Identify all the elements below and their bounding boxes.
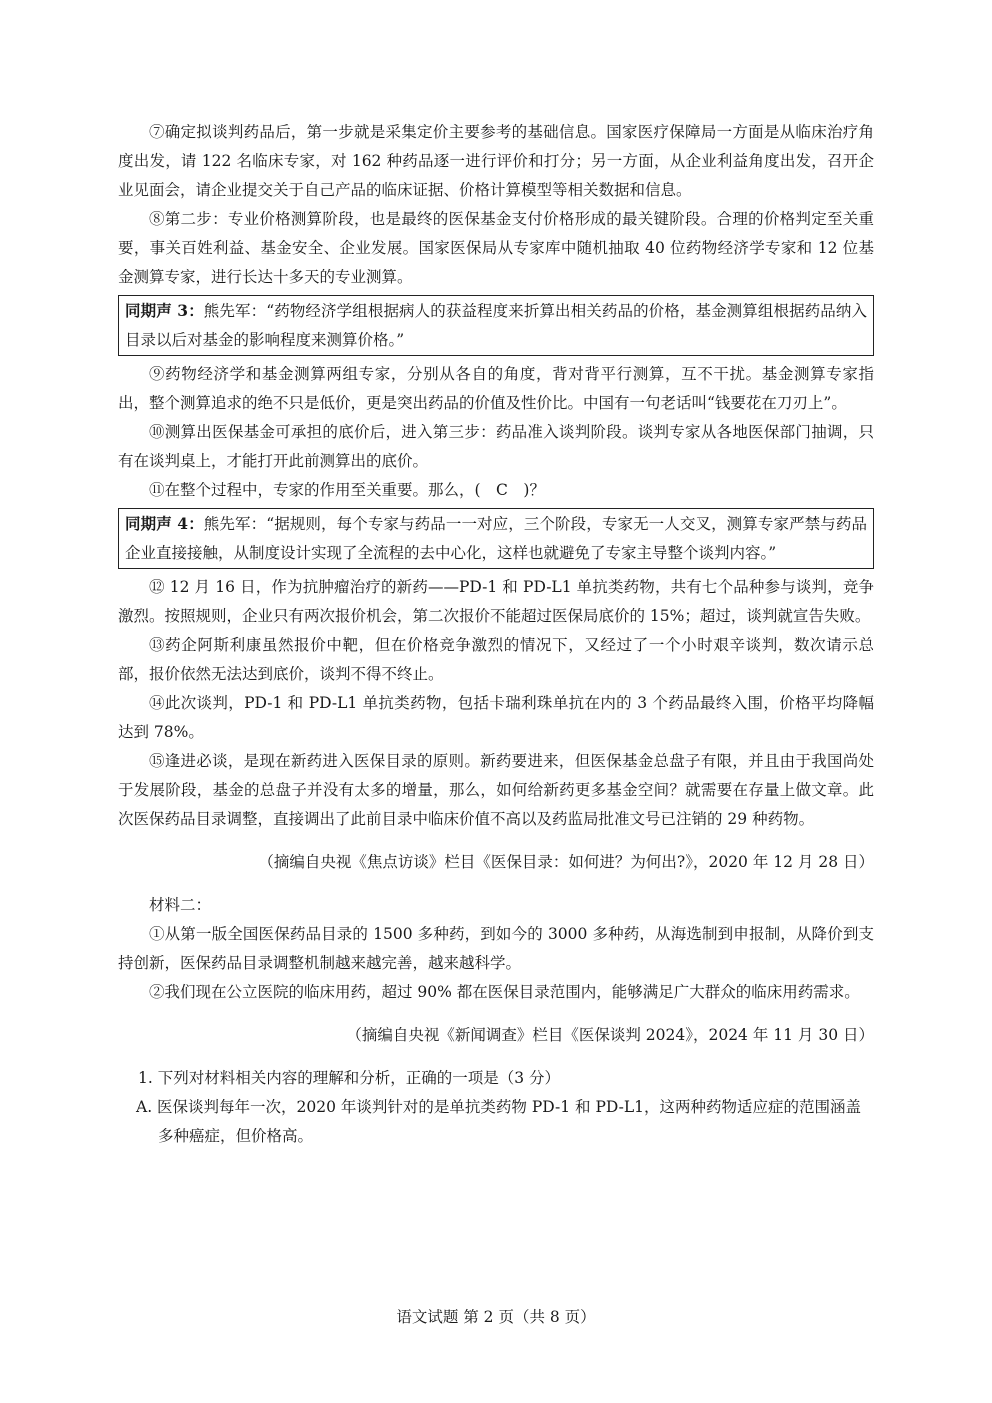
question-1-stem: 1. 下列对材料相关内容的理解和分析，正确的一项是（3 分） bbox=[138, 1069, 561, 1087]
sound-bite-label: 同期声 3： bbox=[125, 301, 204, 320]
paragraph-12: ⑫ 12 月 16 日，作为抗肿瘤治疗的新药——PD-1 和 PD-L1 单抗类药物，共有七个品种参与谈判，竞争激烈。按照规则，企业只有两次报价机会，第二次报价不能超过医保局底价的 15%；超过，谈判就宣告失败。 bbox=[118, 578, 874, 625]
paragraph-9: ⑨药物经济学和基金测算两组专家，分别从各自的角度，背对背平行测算，互不干扰。基金测算专家指出，整个测算追求的绝不只是低价，更是突出药品的价值及性价比。中国有一句老话叫“钱要花在刀刃上”。 bbox=[118, 365, 874, 412]
sound-bite-text: 熊先军：“据规则，每个专家与药品一一对应，三个阶段，专家无一人交叉，测算专家严禁与药品企业直接接触，从制度设计实现了全流程的去中心化，这样也就避免了专家主导整个谈判内容。” bbox=[125, 515, 867, 562]
material-2-paragraph-2: ②我们现在公立医院的临床用药，超过 90% 都在医保目录范围内，能够满足广大群众的临床用药需求。 bbox=[149, 983, 860, 1001]
sound-bite-box-4 bbox=[118, 508, 874, 569]
paragraph-14: ⑭此次谈判，PD-1 和 PD-L1 单抗类药物，包括卡瑞利珠单抗在内的 3 个药品最终入围，价格平均降幅达到 78%。 bbox=[118, 694, 874, 741]
paragraph-8: ⑧第二步：专业价格测算阶段，也是最终的医保基金支付价格形成的最关键阶段。合理的价格判定至关重要，事关百姓利益、基金安全、企业发展。国家医保局从专家库中随机抽取 40 位药物经济学专家和 12 位基金测算专家，进行长达十多天的专业测算。 bbox=[118, 210, 874, 286]
paragraph-10: ⑩测算出医保基金可承担的底价后，进入第三步：药品准入谈判阶段。谈判专家从各地医保部门抽调，只有在谈判桌上，才能打开此前测算出的底价。 bbox=[118, 423, 874, 470]
paragraph-7: ⑦确定拟谈判药品后，第一步就是采集定价主要参考的基础信息。国家医疗保障局一方面是从临床治疗角度出发，请 122 名临床专家，对 162 种药品逐一进行评价和打分；另一方面，从企业利益角度出发，召开企业见面会，请企业提交关于自己产品的临床证据、价格计算模型等相关数据和信息。 bbox=[118, 123, 874, 199]
page-footer: 语文试题 第 2 页（共 8 页） bbox=[396, 1308, 596, 1326]
sound-bite-text: 熊先军：“药物经济学组根据病人的获益程度来折算出相关药品的价格，基金测算组根据药品纳入目录以后对基金的影响程度来测算价格。” bbox=[125, 302, 867, 349]
paragraph-11: ⑪在整个过程中，专家的作用至关重要。那么，( C )？ bbox=[149, 481, 545, 499]
page-body bbox=[118, 118, 874, 1151]
material-2-label: 材料二： bbox=[149, 896, 212, 914]
paragraph-15: ⑮逢进必谈，是现在新药进入医保目录的原则。新药要进来，但医保基金总盘子有限，并且由于我国尚处于发展阶段，基金的总盘子并没有太多的增量，那么，如何给新药更多基金空间？就需要在存量上做文章。此次医保药品目录调整，直接调出了此前目录中临床价值不高以及药监局批准文号已注销的 29 种药物。 bbox=[118, 752, 874, 828]
source-citation-2: （摘编自央视《新闻调查》栏目《医保谈判 2024》，2024 年 11 月 30 日） bbox=[346, 1026, 874, 1044]
paragraph-13: ⑬药企阿斯利康虽然报价中靶，但在价格竞争激烈的情况下，又经过了一个小时艰辛谈判，数次请示总部，报价依然无法达到底价，谈判不得不终止。 bbox=[118, 636, 874, 683]
source-citation-1: （摘编自央视《焦点访谈》栏目《医保目录：如何进？为何出?》，2020 年 12 月 28 日） bbox=[258, 853, 874, 871]
sound-bite-label: 同期声 4： bbox=[125, 514, 204, 533]
sound-bite-box-3 bbox=[118, 295, 874, 356]
question-1-option-a: A. 医保谈判每年一次，2020 年谈判针对的是单抗类药物 PD-1 和 PD-L1，这两种药物适应症的范围涵盖多种癌症，但价格高。 bbox=[136, 1098, 861, 1145]
material-2-paragraph-1: ①从第一版全国医保药品目录的 1500 多种药，到如今的 3000 多种药，从海选制到申报制，从降价到支持创新，医保药品目录调整机制越来越完善，越来越科学。 bbox=[118, 925, 874, 972]
